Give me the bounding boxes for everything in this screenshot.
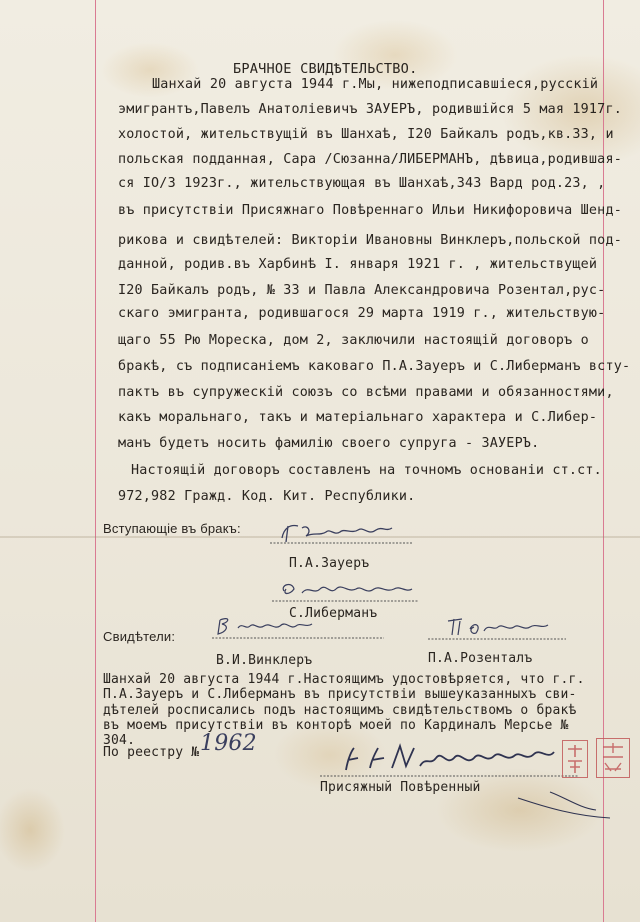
body-line: въ присутствіи Присяжнаго Повѣреннаго Ильи Никифоровича Шенд- (118, 203, 622, 218)
notary-title: Присяжный Повѣренный (320, 780, 481, 795)
body-line: данной, родив.въ Харбинѣ I. января 1921 г. , жительствущей (118, 257, 598, 272)
witness1-signature (208, 612, 388, 646)
registry-number: 1962 (200, 731, 257, 756)
red-stamp (562, 740, 588, 778)
certification-line: 304. (103, 733, 136, 748)
body-line: Настоящій договоръ составленъ на точномъ основаніи ст.ст. (131, 463, 602, 478)
witness2-name: П.А.Розенталъ (428, 651, 533, 666)
witness1-name: В.И.Винклеръ (216, 653, 313, 668)
spouse2-signature (268, 577, 428, 609)
body-line: рикова и свидѣтелей: Викторіи Ивановны Винклеръ,польской под- (118, 233, 622, 248)
certification-line: дѣтелей росписались подъ настоящимъ свидѣтельствомъ о бракѣ (103, 703, 577, 718)
body-line: пактъ въ супружескій союзъ со всѣми правами и обязанностями, (118, 385, 614, 400)
registry-label: По реестру № (103, 745, 200, 760)
body-line: польская подданная, Сара /Сюзанна/ЛИБЕРМАНЪ, дѣвица,родившая- (118, 152, 622, 167)
spouse1-signature (268, 518, 418, 558)
red-seal (596, 738, 630, 778)
spouse1-name: П.А.Зауеръ (289, 556, 370, 571)
body-line: 972,982 Гражд. Код. Кит. Республики. (118, 489, 416, 504)
certification-line: Шанхай 20 августа 1944 г.Настоящимъ удостовѣряется, что г.г. (103, 672, 585, 687)
body-line: скаго эмигранта, родившагося 29 марта 1919 г., жительствую- (118, 306, 606, 321)
spouses-label: Вступающіе въ бракъ: (103, 521, 241, 536)
body-line: ся IO/3 1923г., жительствующая въ Шанхаѣ,343 Вард род.23, , (118, 176, 606, 191)
body-line: Шанхай 20 августа 1944 г.Мы, нижеподписавшіеся,русскій (152, 77, 599, 92)
left-margin-line (95, 0, 96, 922)
certification-line: въ моемъ присутствіи въ конторѣ моей по Кардиналъ Мерсье № (103, 718, 569, 733)
spouse2-name: С.Либерманъ (289, 606, 378, 621)
body-line: какъ моральнаго, такъ и матеріальнаго характера и С.Либер- (118, 410, 598, 425)
document-title: БРАЧНОЕ СВИДѢТЕЛЬСТВО. (233, 61, 418, 77)
body-line: эмигрантъ,Павелъ Анатоліевичъ ЗАУЕРЪ, родившійся 5 мая 1917г. (118, 102, 622, 117)
witness2-signature (426, 615, 576, 649)
certification-line: П.А.Зауеръ и С.Либерманъ въ присутствіи вышеуказанныхъ сви- (103, 687, 577, 702)
body-line: бракѣ, съ подписаніемъ каковаго П.А.Зауеръ и С.Либерманъ всту- (118, 359, 631, 374)
body-line: холостой, жительствущій въ Шанхаѣ, I20 Байкалъ родъ,кв.33, и (118, 127, 614, 142)
body-line: I20 Байкалъ родъ, № 33 и Павла Александровича Розентал,рус- (118, 283, 606, 298)
witnesses-label: Свидѣтели: (103, 629, 176, 644)
body-line: щаго 55 Рю Мореска, дом 2, заключили настоящій договоръ о (118, 333, 589, 348)
body-line: манъ будетъ носить фамилію своего супруга - ЗАУЕРЪ. (118, 436, 540, 451)
